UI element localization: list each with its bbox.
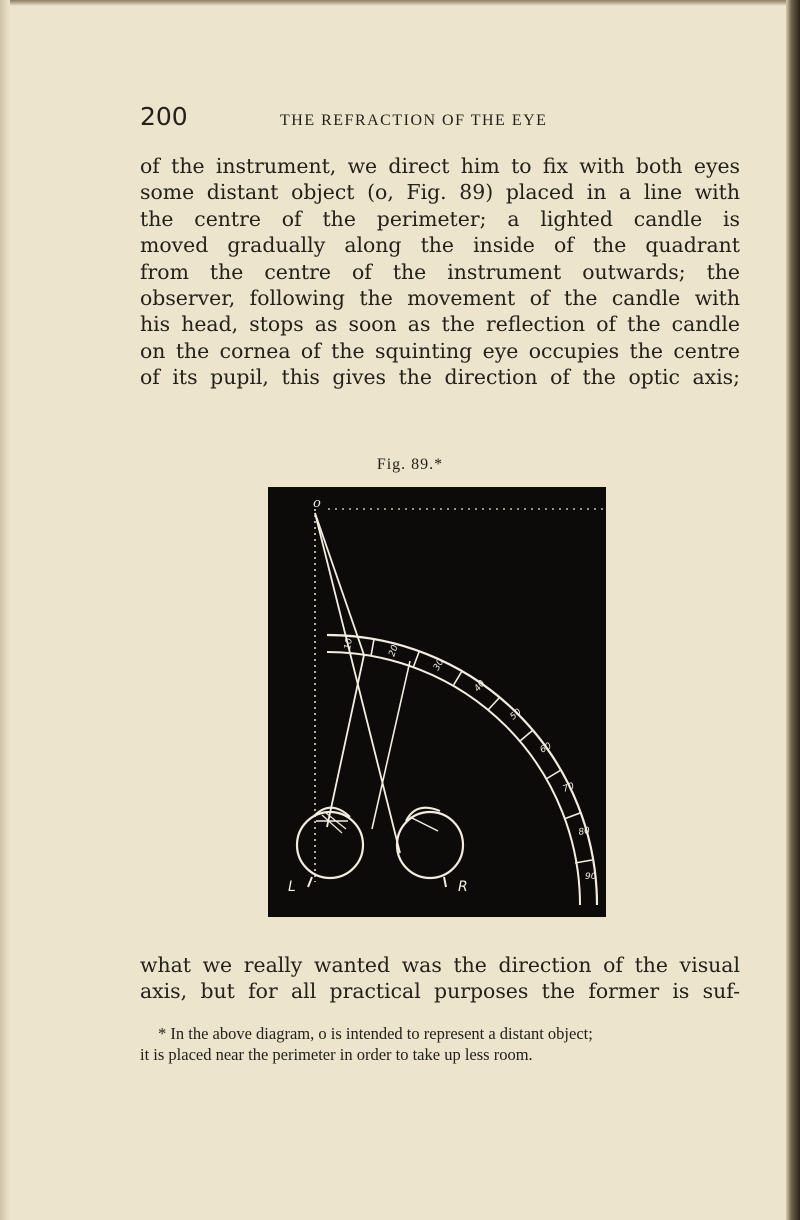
right-eye-label: R — [458, 879, 468, 895]
page-top-edge — [0, 0, 800, 6]
paragraph-top — [140, 153, 740, 391]
page-number: 200 — [140, 102, 188, 131]
degree-label-90: 90 — [585, 872, 597, 882]
degree-label-40: 40 — [472, 678, 488, 694]
footnote-line: it is placed near the perimeter in order to take up less room. — [140, 1045, 533, 1064]
object-label: o — [313, 496, 321, 511]
left-eye-label: L — [288, 879, 296, 895]
running-title: THE REFRACTION OF THE EYE — [280, 112, 548, 129]
degree-label-20: 20 — [387, 643, 401, 659]
text-line: on the cornea of the squinting eye occupies the centre — [140, 338, 740, 363]
text-line: his head, stops as soon as the reflection of the candle — [140, 312, 740, 337]
paragraph-bottom — [140, 952, 740, 1005]
text-line: from the centre of the instrument outwards; the — [140, 259, 740, 284]
text-line: the centre of the perimeter; a lighted candle is — [140, 206, 740, 231]
perimeter-diagram — [268, 487, 606, 917]
degree-label-70: 70 — [561, 781, 576, 795]
degree-label-10: 10 — [343, 637, 355, 651]
text-line: of the instrument, we direct him to fix with both eyes — [140, 154, 740, 178]
degree-label-80: 80 — [577, 826, 591, 838]
diagram-background — [268, 487, 606, 917]
text-line: what we really wanted was the direction of the visual — [140, 953, 740, 977]
degree-label-30: 30 — [431, 657, 447, 673]
degree-label-50: 50 — [508, 707, 524, 723]
text-line: moved gradually along the inside of the quadrant — [140, 233, 740, 258]
figure-89-diagram — [268, 487, 606, 917]
text-line: axis, but for all practical purposes the former is suf- — [140, 979, 740, 1004]
footnote — [140, 1023, 748, 1065]
figure-caption: Fig. 89.* — [376, 456, 444, 473]
text-line: some distant object (o, Fig. 89) placed in a line with — [140, 180, 740, 205]
text-line: of its pupil, this gives the direction of the optic axis; — [140, 365, 740, 390]
page-left-edge — [0, 0, 10, 1220]
footnote-line: * In the above diagram, o is intended to represent a distant object; — [158, 1024, 593, 1043]
text-line: observer, following the movement of the candle with — [140, 285, 740, 310]
book-spine-edge — [786, 0, 800, 1220]
degree-label-60: 60 — [538, 741, 554, 756]
